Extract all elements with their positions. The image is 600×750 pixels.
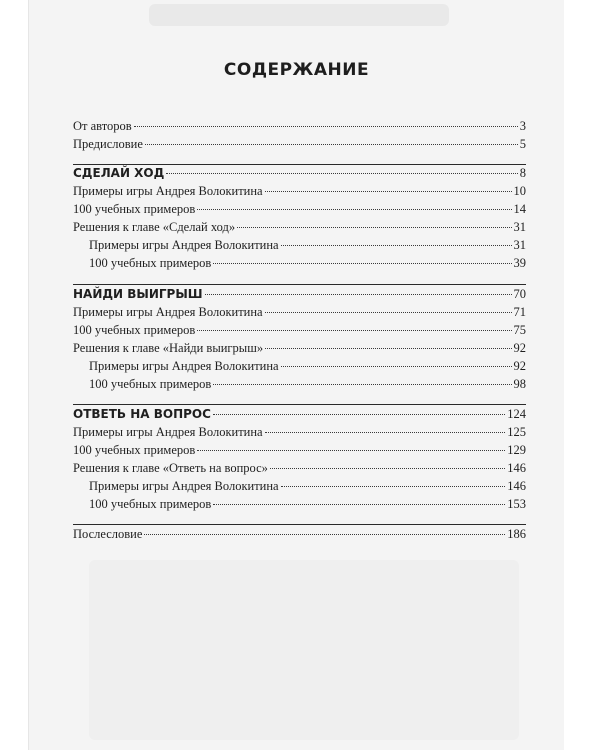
toc-subentry[interactable] [89,479,526,497]
toc-entry-page: 31 [513,220,526,234]
toc-entry-label: 100 учебных примеров [73,443,196,457]
toc-entry-label: Примеры игры Андрея Волокитина [73,305,263,319]
dot-leader [197,330,511,331]
dot-leader [144,534,505,535]
toc-entry-page: 10 [513,184,526,198]
toc-subentry[interactable] [89,256,526,274]
section-divider [73,524,526,525]
toc-entry-label: Примеры игры Андрея Волокитина [73,425,263,439]
toc-entry-page: 5 [519,137,526,151]
toc-entry-from-authors[interactable] [73,119,526,137]
dot-leader [270,468,505,469]
toc-chapter-label: НАЙДИ ВЫИГРЫШ [73,287,203,301]
toc-chapter-label: ОТВЕТЬ НА ВОПРОС [73,407,211,421]
toc-entry[interactable] [73,341,526,359]
toc-entry-page: 14 [513,202,526,216]
show-through-bottom [89,560,519,740]
toc-entry-page: 71 [513,305,526,319]
dot-leader [213,414,505,415]
dot-leader [166,173,517,174]
toc-entry-page: 8 [519,166,526,180]
toc-subentry[interactable] [89,377,526,395]
toc-entry-preface[interactable] [73,137,526,155]
toc-entry-page: 92 [513,359,526,373]
toc-entry-label: 100 учебных примеров [73,202,196,216]
chapter-divider [73,404,526,405]
toc-entry-page: 129 [507,443,526,457]
toc-entry-page: 3 [519,119,526,133]
toc-entry[interactable] [73,425,526,443]
toc-entry-page: 124 [507,407,526,421]
toc-entry-page: 39 [513,256,526,270]
dot-leader [265,191,512,192]
toc-entry-label: Решения к главе «Найди выигрыш» [73,341,264,355]
toc-entry-page: 98 [513,377,526,391]
toc-entry-page: 92 [513,341,526,355]
toc-entry-page: 75 [513,323,526,337]
dot-leader [197,450,505,451]
show-through-top [149,4,449,26]
dot-leader [213,384,511,385]
toc-subentry[interactable] [89,238,526,256]
toc-entry-label: 100 учебных примеров [89,256,212,270]
toc-entry-page: 146 [507,461,526,475]
dot-leader [265,312,512,313]
dot-leader [265,348,511,349]
toc-entry[interactable] [73,220,526,238]
toc-entry[interactable] [73,305,526,323]
toc-entry-label: Примеры игры Андрея Волокитина [89,238,279,252]
dot-leader [281,486,506,487]
dot-leader [213,504,505,505]
toc-entry-label: 100 учебных примеров [73,323,196,337]
toc-entry[interactable] [73,323,526,341]
toc-subentry[interactable] [89,497,526,515]
dot-leader [197,209,511,210]
page-title: СОДЕРЖАНИЕ [223,60,370,80]
toc-entry-label: Примеры игры Андрея Волокитина [89,479,279,493]
toc-chapter-make-move[interactable] [73,166,526,184]
toc-entry-label: Примеры игры Андрея Волокитина [89,359,279,373]
dot-leader [237,227,511,228]
toc-entry-label: От авторов [73,119,132,133]
toc-subentry[interactable] [89,359,526,377]
dot-leader [145,144,518,145]
toc-entry[interactable] [73,202,526,220]
toc-entry-afterword[interactable] [73,527,526,545]
toc-entry[interactable] [73,461,526,479]
toc-entry-page: 153 [507,497,526,511]
toc-entry-page: 146 [507,479,526,493]
toc-entry-page: 125 [507,425,526,439]
dot-leader [134,126,518,127]
toc-entry-label: Примеры игры Андрея Волокитина [73,184,263,198]
toc-entry-page: 186 [507,527,526,541]
toc-entry-page: 70 [513,287,526,301]
dot-leader [213,263,511,264]
toc-entry-label: 100 учебных примеров [89,377,212,391]
dot-leader [205,294,512,295]
toc-chapter-find-win[interactable] [73,287,526,305]
dot-leader [281,366,512,367]
toc-entry-page: 31 [513,238,526,252]
toc-chapter-label: СДЕЛАЙ ХОД [73,166,165,180]
toc-entry-label: 100 учебных примеров [89,497,212,511]
toc-entry-label: Предисловие [73,137,143,151]
toc-chapter-answer-question[interactable] [73,407,526,425]
chapter-divider [73,164,526,165]
dot-leader [281,245,512,246]
dot-leader [265,432,506,433]
chapter-divider [73,284,526,285]
toc-entry[interactable] [73,184,526,202]
toc-entry-label: Послесловие [73,527,143,541]
toc-entry-label: Решения к главе «Сделай ход» [73,220,236,234]
toc-entry[interactable] [73,443,526,461]
book-page [29,0,564,750]
toc-entry-label: Решения к главе «Ответь на вопрос» [73,461,268,475]
